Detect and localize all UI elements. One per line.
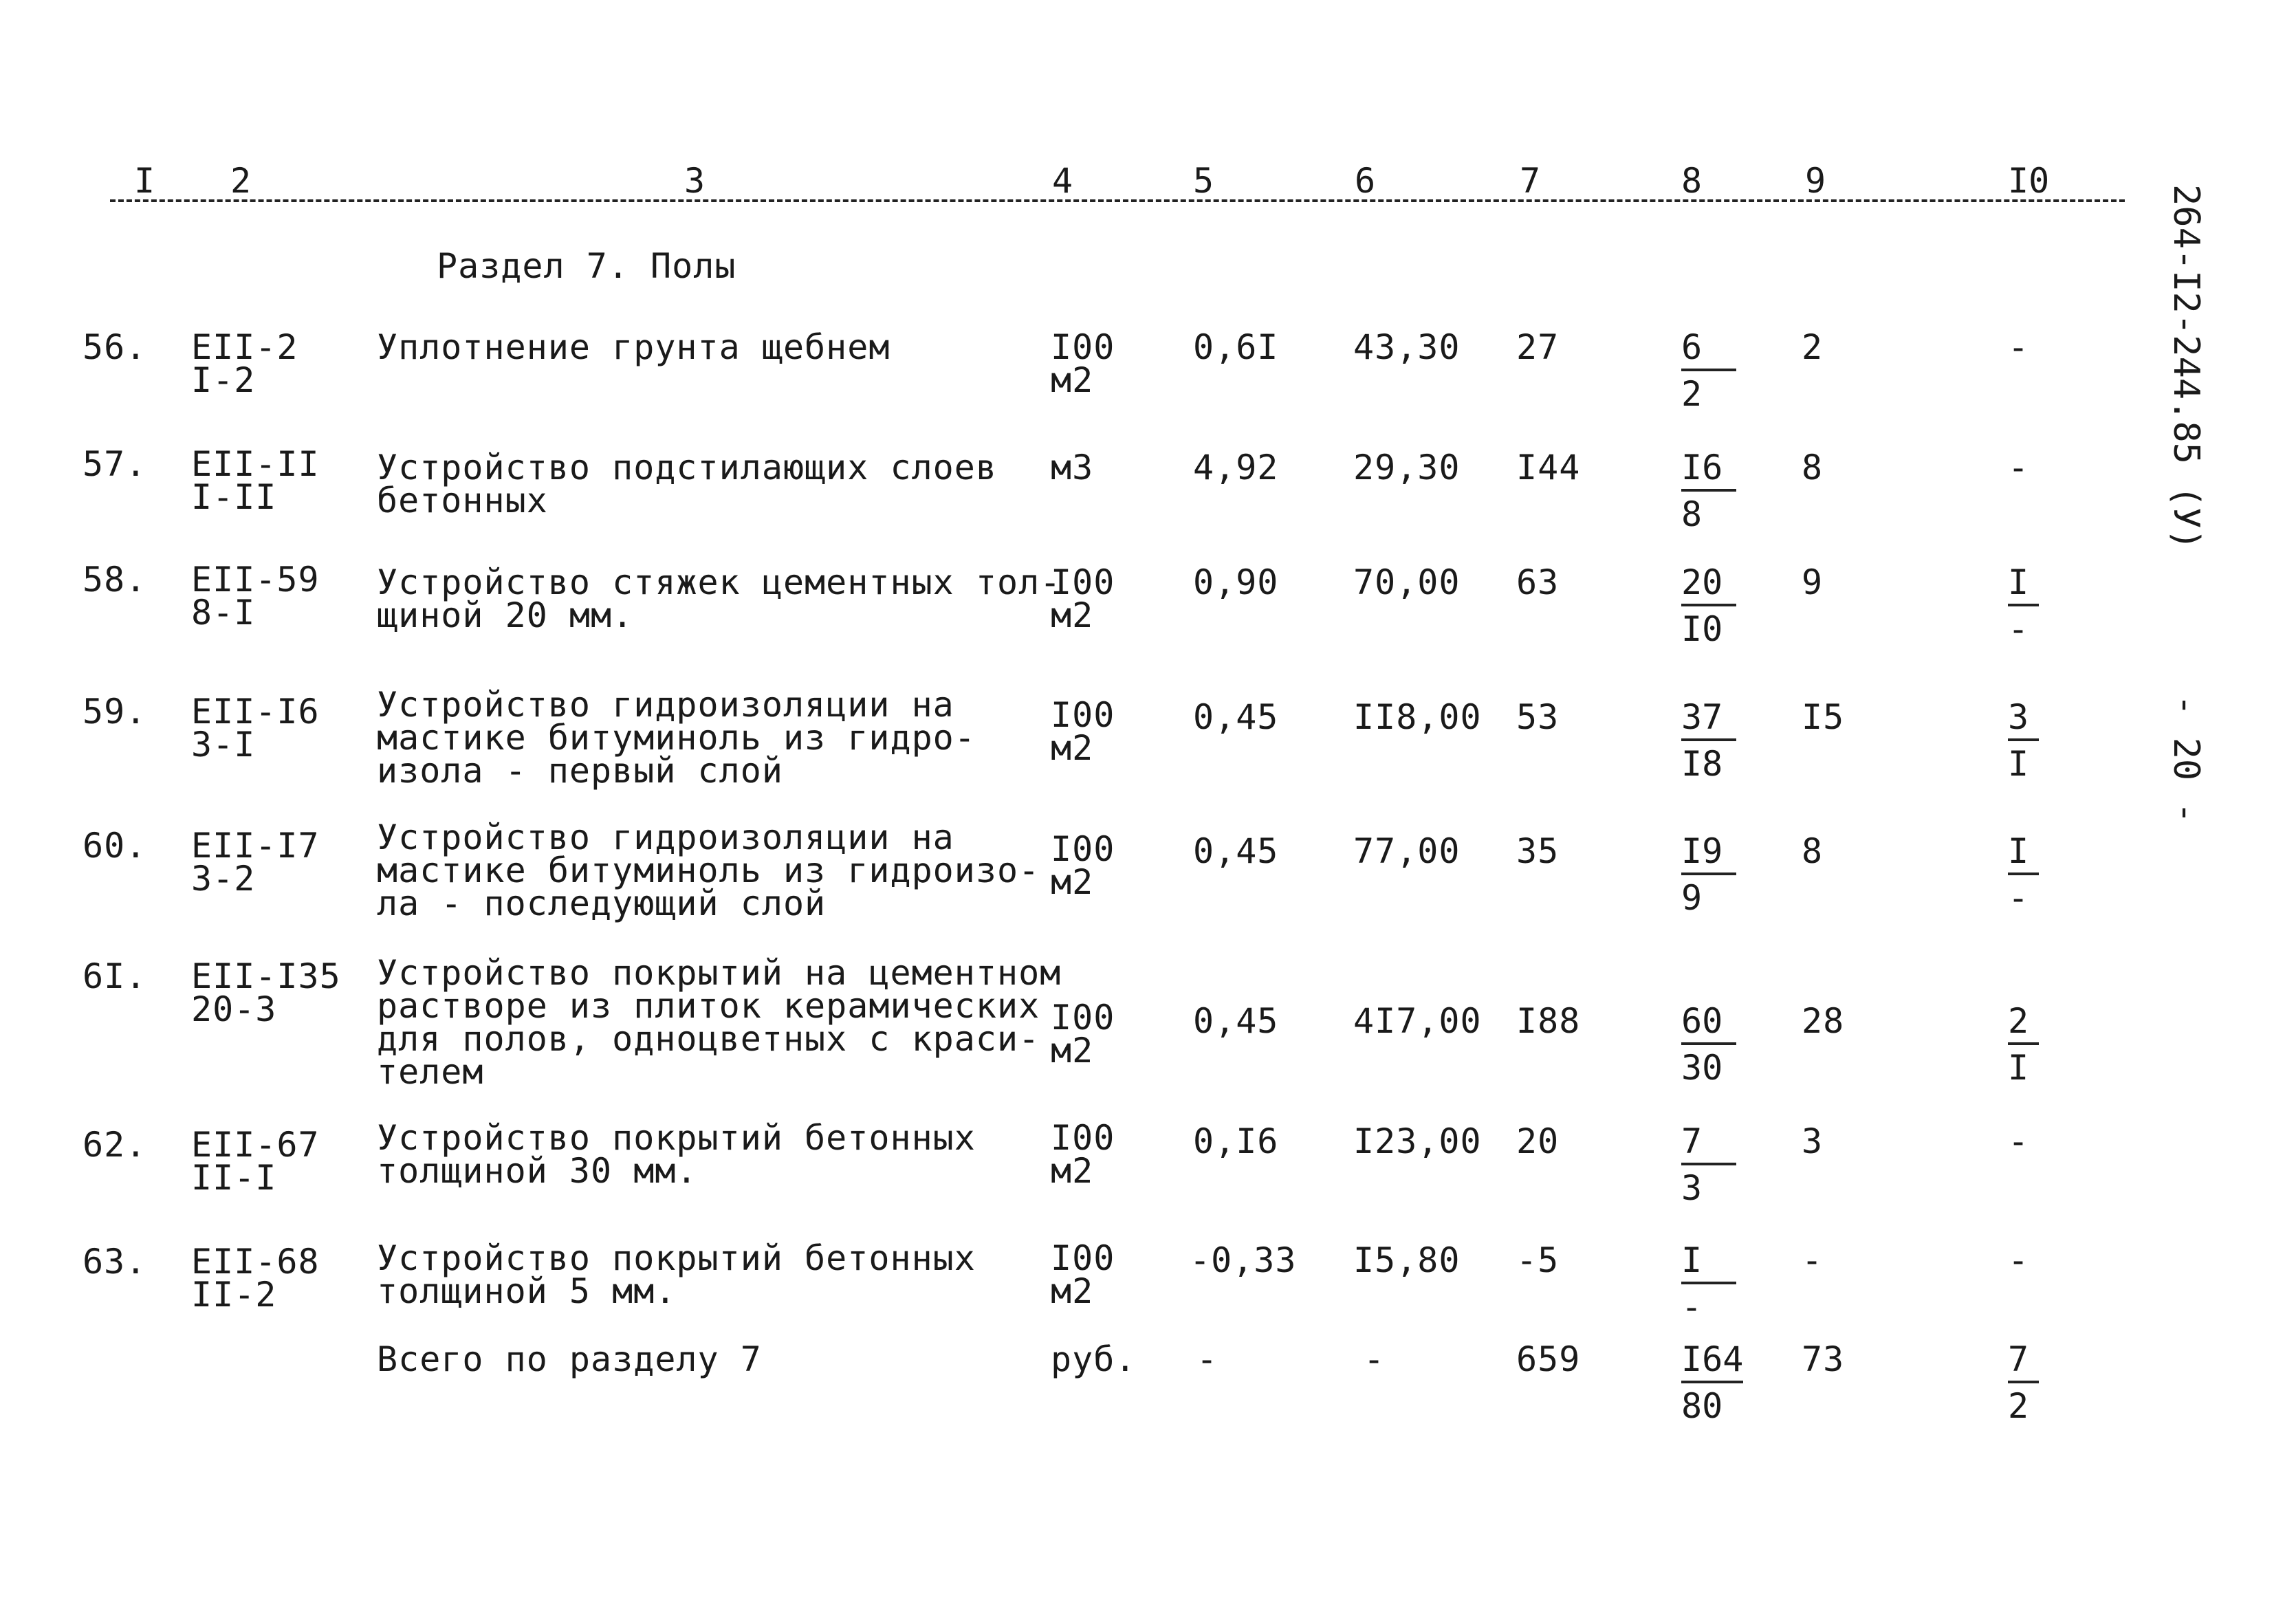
resource-code-sub: I-2 <box>191 360 256 400</box>
row-number: 62. <box>83 1125 147 1165</box>
col9-value: 28 <box>1802 1001 1845 1041</box>
col8-fraction <box>1681 697 1736 784</box>
quantity: 0,6I <box>1193 327 1279 367</box>
resource-code: ЕII-I35 <box>191 956 341 996</box>
resource-code: ЕII-I6 <box>191 692 320 732</box>
col10-fraction-numerator: 3 <box>2008 697 2029 737</box>
col10-fraction-bar <box>2008 873 2039 875</box>
col10-fraction <box>2008 562 2039 649</box>
total-col10-fraction <box>2008 1339 2039 1426</box>
total-col8-fraction-numerator: I64 <box>1681 1339 1744 1379</box>
row-number: 63. <box>83 1242 147 1282</box>
page-number: - 20 - <box>2165 694 2207 824</box>
total-unit: руб. <box>1051 1339 1137 1379</box>
row-number: 60. <box>83 826 147 866</box>
col10-fraction-denominator: - <box>2008 609 2029 649</box>
unit: I00 <box>1051 829 1115 869</box>
work-description-line: Устройство стяжек цементных тол- <box>377 562 1062 602</box>
col10-value: - <box>2008 448 2030 487</box>
header-rule <box>110 199 2125 202</box>
col8-fraction-bar <box>1681 489 1736 492</box>
total-cost: 20 <box>1516 1121 1560 1161</box>
quantity: 0,45 <box>1193 1001 1279 1041</box>
col10-fraction-bar <box>2008 738 2039 741</box>
resource-code-sub: 20-3 <box>191 989 277 1029</box>
resource-code: ЕII-I7 <box>191 826 320 866</box>
column-header-7: 7 <box>1520 161 1541 201</box>
resource-code: ЕII-II <box>191 444 320 484</box>
row-number: 57. <box>83 444 147 484</box>
quantity: 4,92 <box>1193 448 1279 487</box>
column-header-4: 4 <box>1052 161 1073 201</box>
total-c7: 659 <box>1516 1339 1581 1379</box>
unit-sub: м2 <box>1051 595 1094 635</box>
column-header-5: 5 <box>1193 161 1214 201</box>
total-c5: - <box>1196 1339 1218 1379</box>
col10-value: - <box>2008 1121 2030 1161</box>
total-c6: - <box>1364 1339 1386 1379</box>
col10-value: - <box>2008 1240 2030 1280</box>
unit: м3 <box>1051 448 1094 487</box>
resource-code-sub: 3-2 <box>191 859 256 899</box>
col10-fraction <box>2008 697 2039 784</box>
col8-fraction-numerator: 6 <box>1681 327 1703 367</box>
col10-fraction <box>2008 1001 2039 1088</box>
work-description-line: Устройство гидроизоляции на <box>377 818 954 857</box>
col9-value: 9 <box>1802 562 1824 602</box>
col9-value: 8 <box>1802 831 1824 871</box>
col8-fraction-numerator: 60 <box>1681 1001 1723 1041</box>
col10-value: - <box>2008 327 2030 367</box>
col8-fraction-denominator: 3 <box>1681 1168 1703 1208</box>
work-description-line: Устройство покрытий бетонных <box>377 1238 976 1278</box>
work-description-line: Уплотнение грунта щебнем <box>377 327 890 367</box>
work-description-line: ла - последующий слой <box>377 884 827 923</box>
resource-code: ЕII-67 <box>191 1125 320 1165</box>
col8-fraction-numerator: I <box>1681 1240 1703 1280</box>
work-description-line: бетонных <box>377 481 548 520</box>
unit-cost: II8,00 <box>1353 697 1482 737</box>
total-cost: I44 <box>1516 448 1581 487</box>
total-col8-fraction-bar <box>1681 1381 1743 1383</box>
col10-fraction <box>2008 831 2039 918</box>
work-description-line: Устройство подстилающих слоев <box>377 448 997 487</box>
document-code: 264-I2-244.85 (У) <box>2165 184 2207 551</box>
unit: I00 <box>1051 327 1115 367</box>
total-cost: 27 <box>1516 327 1560 367</box>
col8-fraction-bar <box>1681 369 1736 371</box>
col10-fraction-numerator: 2 <box>2008 1001 2029 1041</box>
resource-code: ЕII-59 <box>191 560 320 600</box>
quantity: 0,45 <box>1193 831 1279 871</box>
col8-fraction-numerator: 7 <box>1681 1121 1703 1161</box>
col8-fraction-denominator: 8 <box>1681 494 1703 534</box>
resource-code-sub: II-2 <box>191 1275 277 1315</box>
col10-fraction-denominator: - <box>2008 878 2029 918</box>
total-cost: 53 <box>1516 697 1560 737</box>
total-col8-fraction-denominator: 80 <box>1681 1386 1723 1426</box>
col8-fraction <box>1681 1240 1736 1327</box>
total-label: Всего по разделу 7 <box>377 1339 762 1379</box>
unit-cost: 29,30 <box>1353 448 1461 487</box>
unit: I00 <box>1051 695 1115 735</box>
work-description-line: Устройство гидроизоляции на <box>377 685 954 725</box>
col8-fraction <box>1681 1121 1736 1208</box>
unit-sub: м2 <box>1051 728 1094 768</box>
row-number: 56. <box>83 327 147 367</box>
col8-fraction-bar <box>1681 604 1736 606</box>
unit-cost: 77,00 <box>1353 831 1461 871</box>
col10-fraction-numerator: I <box>2008 562 2029 602</box>
col8-fraction-denominator: 2 <box>1681 374 1703 414</box>
work-description-line: мастике битуминоль из гидро- <box>377 718 976 758</box>
col8-fraction <box>1681 1001 1736 1088</box>
row-number: 6I. <box>83 956 147 996</box>
col8-fraction-bar <box>1681 873 1736 875</box>
quantity: 0,I6 <box>1193 1121 1279 1161</box>
column-header-2: 2 <box>230 161 252 201</box>
row-number: 59. <box>83 692 147 732</box>
column-header-10: I0 <box>2008 161 2050 201</box>
work-description-line: для полов, одноцветных с краси- <box>377 1019 1040 1059</box>
col8-fraction-numerator: 37 <box>1681 697 1723 737</box>
quantity: -0,33 <box>1190 1240 1297 1280</box>
work-description-line: толщиной 30 мм. <box>377 1151 698 1191</box>
unit-sub: м2 <box>1051 1151 1094 1191</box>
col8-fraction-denominator: 30 <box>1681 1048 1723 1088</box>
work-description-line: телем <box>377 1052 484 1092</box>
quantity: 0,90 <box>1193 562 1279 602</box>
resource-code-sub: II-I <box>191 1158 277 1198</box>
col8-fraction <box>1681 448 1736 534</box>
resource-code-sub: 3-I <box>191 725 256 765</box>
work-description-line: Устройство покрытий на цементном <box>377 953 1062 993</box>
col8-fraction <box>1681 562 1736 649</box>
unit-cost: 70,00 <box>1353 562 1461 602</box>
col10-fraction-bar <box>2008 1042 2039 1045</box>
column-header-1: I <box>134 161 155 201</box>
col8-fraction-numerator: I6 <box>1681 448 1723 487</box>
total-cost: 35 <box>1516 831 1560 871</box>
col8-fraction-denominator: I0 <box>1681 609 1723 649</box>
row-number: 58. <box>83 560 147 600</box>
unit-cost: I23,00 <box>1353 1121 1482 1161</box>
col10-fraction-numerator: I <box>2008 831 2029 871</box>
col8-fraction <box>1681 327 1736 414</box>
col8-fraction-denominator: 9 <box>1681 878 1703 918</box>
resource-code-sub: I-II <box>191 477 277 517</box>
col10-fraction-denominator: I <box>2008 744 2029 784</box>
total-cost: 63 <box>1516 562 1560 602</box>
unit-sub: м2 <box>1051 360 1094 400</box>
unit: I00 <box>1051 562 1115 602</box>
col8-fraction-bar <box>1681 1163 1736 1165</box>
column-header-8: 8 <box>1681 161 1703 201</box>
unit: I00 <box>1051 1118 1115 1158</box>
col8-fraction-denominator: I8 <box>1681 744 1723 784</box>
unit: I00 <box>1051 998 1115 1038</box>
col9-value: - <box>1802 1240 1824 1280</box>
total-col8-fraction <box>1681 1339 1744 1426</box>
unit: I00 <box>1051 1238 1115 1278</box>
col10-fraction-bar <box>2008 604 2039 606</box>
col10-fraction-denominator: I <box>2008 1048 2029 1088</box>
col8-fraction-bar <box>1681 1042 1736 1045</box>
total-cost: -5 <box>1516 1240 1560 1280</box>
col8-fraction-numerator: I9 <box>1681 831 1723 871</box>
work-description-line: щиной 20 мм. <box>377 595 634 635</box>
unit-sub: м2 <box>1051 1031 1094 1071</box>
unit-sub: м2 <box>1051 1271 1094 1311</box>
unit-cost: I5,80 <box>1353 1240 1461 1280</box>
col8-fraction-bar <box>1681 1282 1736 1284</box>
total-cost: I88 <box>1516 1001 1581 1041</box>
unit-cost: 43,30 <box>1353 327 1461 367</box>
column-header-3: 3 <box>684 161 706 201</box>
section-title: Раздел 7. Полы <box>437 246 736 286</box>
column-header-9: 9 <box>1805 161 1826 201</box>
total-col10-fraction-denominator: 2 <box>2008 1386 2029 1426</box>
column-header-6: 6 <box>1355 161 1376 201</box>
work-description-line: Устройство покрытий бетонных <box>377 1118 976 1158</box>
total-c9: 73 <box>1802 1339 1845 1379</box>
quantity: 0,45 <box>1193 697 1279 737</box>
col9-value: 8 <box>1802 448 1824 487</box>
col9-value: I5 <box>1802 697 1845 737</box>
work-description-line: мастике битуминоль из гидроизо- <box>377 851 1040 890</box>
col9-value: 3 <box>1802 1121 1824 1161</box>
col8-fraction-denominator: - <box>1681 1287 1703 1327</box>
col8-fraction-numerator: 20 <box>1681 562 1723 602</box>
resource-code-sub: 8-I <box>191 593 256 633</box>
col9-value: 2 <box>1802 327 1824 367</box>
total-col10-fraction-numerator: 7 <box>2008 1339 2029 1379</box>
work-description-line: толщиной 5 мм. <box>377 1271 677 1311</box>
total-col10-fraction-bar <box>2008 1381 2039 1383</box>
col8-fraction-bar <box>1681 738 1736 741</box>
unit-cost: 4I7,00 <box>1353 1001 1482 1041</box>
work-description-line: изола - первый слой <box>377 751 783 791</box>
resource-code: ЕII-2 <box>191 327 298 367</box>
unit-sub: м2 <box>1051 862 1094 902</box>
resource-code: ЕII-68 <box>191 1242 320 1282</box>
work-description-line: растворе из плиток керамических <box>377 986 1040 1026</box>
col8-fraction <box>1681 831 1736 918</box>
